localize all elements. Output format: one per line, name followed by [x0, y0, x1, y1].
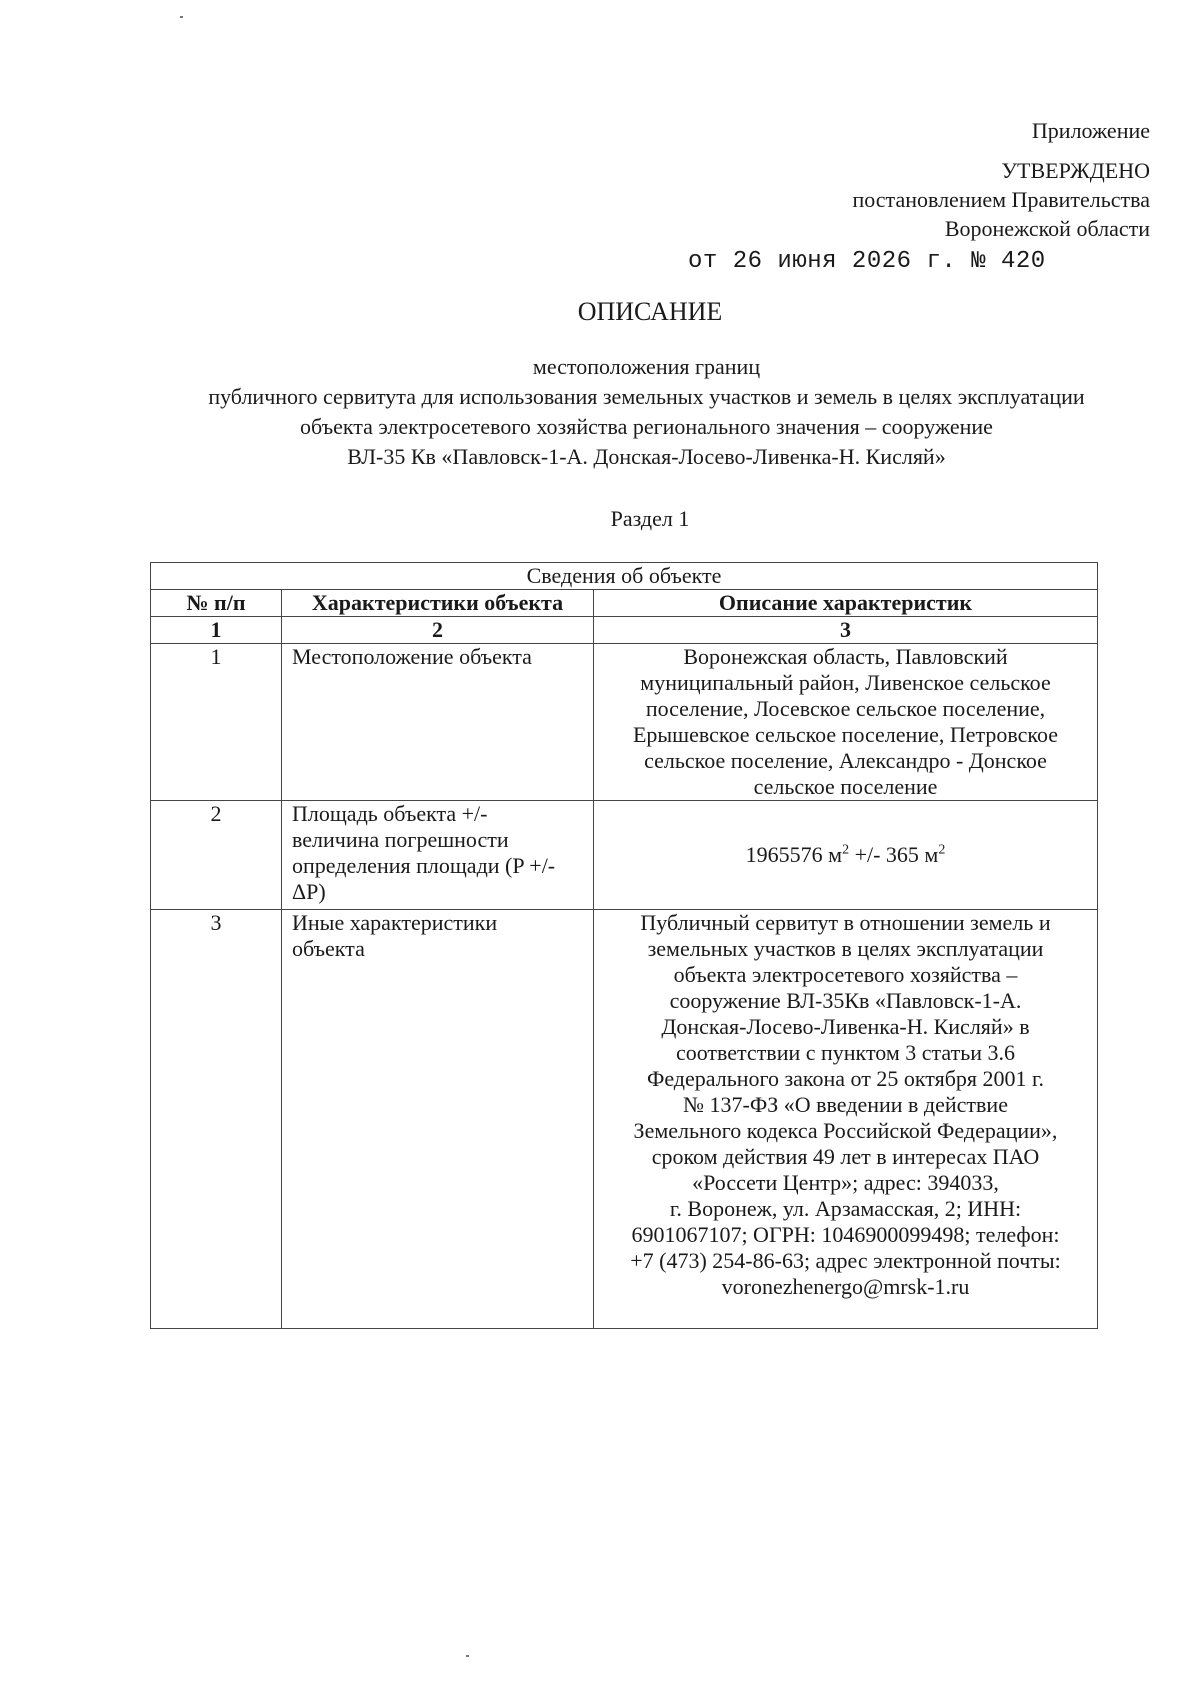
description-line: 6901067107; ОГРН: 1046900099498; телефон:: [631, 1222, 1060, 1247]
area-value: 1965576 м: [745, 842, 843, 867]
table-row: [151, 644, 1098, 801]
description-line: муниципальный район, Ливенское сельское: [640, 670, 1051, 695]
subtitle-line: местоположения границ: [532, 354, 761, 379]
table-row: [151, 910, 1098, 1329]
scan-speck: [180, 16, 183, 18]
table-caption-row: [151, 563, 1098, 590]
description-line: сроком действия 49 лет в интересах ПАО: [651, 1144, 1040, 1169]
row-description: [594, 910, 1098, 1329]
table-header-row: [151, 590, 1098, 617]
index-cell: 3: [594, 617, 1098, 644]
index-cell: 2: [282, 617, 594, 644]
table-index-row: [151, 617, 1098, 644]
tolerance-unit-power: 2: [938, 842, 946, 858]
object-info-table: [150, 562, 1098, 1329]
header-num: № п/п: [151, 590, 282, 617]
header-characteristic: Характеристики объекта: [282, 590, 594, 617]
row-description: [594, 644, 1098, 801]
characteristic-line: ΔP): [292, 879, 326, 904]
description-line: объекта электросетевого хозяйства –: [673, 962, 1018, 987]
table-caption: Сведения об объекте: [151, 563, 1098, 590]
row-num: 2: [151, 801, 282, 910]
description-line: «Россети Центр»; адрес: 394033,: [692, 1170, 999, 1195]
approved-by-line2: Воронежской области: [944, 216, 1150, 241]
subtitle-line: публичного сервитута для использования земельных участков и земель в целях эксплуатации: [208, 384, 1085, 409]
description-line: сооружение ВЛ-35Кв «Павловск-1-А.: [669, 988, 1022, 1013]
description-line: Публичный сервитут в отношении земель и: [640, 910, 1051, 935]
description-line: сельское поселение, Александро - Донское: [644, 748, 1047, 773]
subtitle-line: объекта электросетевого хозяйства регионального значения – сооружение: [300, 414, 993, 439]
area-unit-power: 2: [842, 842, 850, 858]
appendix-label: Приложение: [1031, 118, 1150, 143]
description-line: Федерального закона от 25 октября 2001 г.: [646, 1066, 1045, 1091]
table-row: [151, 801, 1098, 910]
document-subtitle: [150, 352, 1143, 472]
description-line: +7 (473) 254-86-63; адрес электронной почты:: [630, 1248, 1061, 1273]
row-num: 1: [151, 644, 282, 801]
characteristic-line: Площадь объекта +/-: [292, 801, 488, 826]
approved-by-line1: постановлением Правительства: [852, 187, 1150, 212]
characteristic-line: величина погрешности: [292, 827, 509, 852]
description-line: Ерышевское сельское поселение, Петровское: [632, 722, 1059, 747]
row-characteristic: Местоположение объекта: [282, 644, 594, 801]
row-characteristic: [282, 801, 594, 910]
area-value-cell: [594, 801, 1098, 910]
description-line: г. Воронеж, ул. Арзамасская, 2; ИНН:: [669, 1196, 1022, 1221]
approval-block: [852, 116, 1150, 243]
scan-speck: [466, 1655, 469, 1657]
section-label: Раздел 1: [610, 506, 690, 531]
characteristic-line: определения площади (P +/-: [292, 853, 556, 878]
area-tolerance: +/- 365 м: [849, 842, 939, 867]
row-characteristic: [282, 910, 594, 1329]
description-line: поселение, Лосевское сельское поселение,: [645, 696, 1046, 721]
subtitle-line: ВЛ-35 Кв «Павловск-1-А. Донская-Лосево-Ливенка-Н. Кисляй»: [347, 444, 946, 469]
approved-label: УТВЕРЖДЕНО: [1001, 158, 1150, 183]
description-line: Воронежская область, Павловский: [683, 644, 1008, 669]
description-line: Донская-Лосево-Ливенка-Н. Кисляй» в: [661, 1014, 1030, 1039]
description-line: сельское поселение: [753, 774, 938, 799]
email-address: voronezhenergo@mrsk-1.ru: [721, 1274, 970, 1299]
description-line: соответствии с пунктом 3 статьи 3.6: [675, 1040, 1016, 1065]
characteristic-line: объекта: [292, 936, 365, 961]
index-cell: 1: [151, 617, 282, 644]
characteristic-line: Иные характеристики: [292, 910, 498, 935]
date-line: от 26 июня 2026 г. № 420: [688, 248, 1046, 275]
document-title: ОПИСАНИЕ: [577, 297, 723, 326]
description-line: № 137-ФЗ «О введении в действие: [683, 1092, 1008, 1117]
description-line: земельных участков в целях эксплуатации: [647, 936, 1044, 961]
header-description: Описание характеристик: [594, 590, 1098, 617]
row-num: 3: [151, 910, 282, 1329]
description-line: Земельного кодекса Российской Федерации»,: [633, 1118, 1058, 1143]
